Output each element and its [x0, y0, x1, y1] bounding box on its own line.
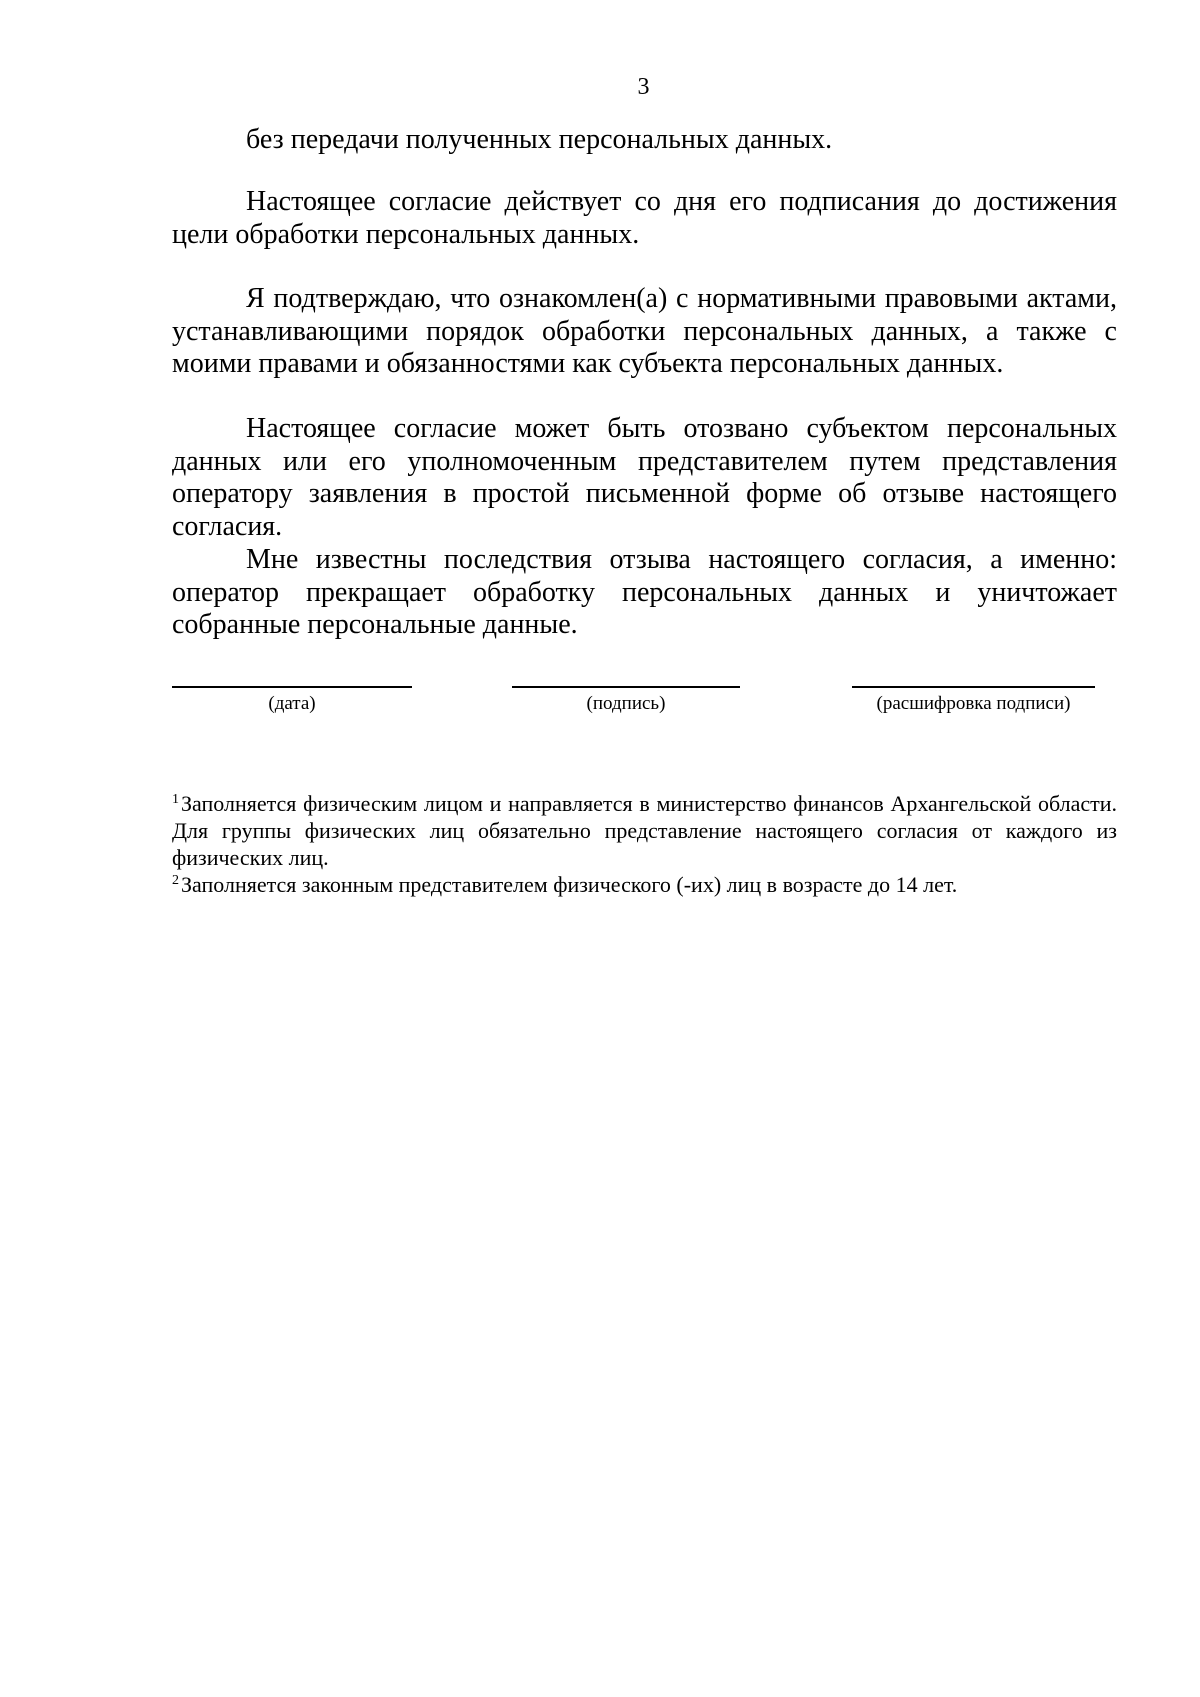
paragraph-validity	[172, 186, 1117, 251]
paragraph-continuation	[172, 124, 1117, 157]
name-decoding-caption: (расшифровка подписи)	[876, 693, 1071, 714]
footnote-2	[172, 871, 1117, 898]
date-line	[172, 686, 412, 688]
footnote-marker: 1	[172, 792, 179, 807]
signature-line	[512, 686, 740, 688]
signature-block	[172, 686, 1117, 736]
footnote-text: Заполняется законным представителем физического (-их) лиц в возрасте до 14 лет.	[181, 872, 958, 897]
paragraph-text: без передачи полученных персональных данных.	[246, 124, 833, 155]
paragraph-revocation	[172, 413, 1117, 543]
footnote-marker: 2	[172, 873, 179, 888]
date-field[interactable]	[172, 686, 412, 716]
name-decoding-line	[852, 686, 1095, 688]
paragraph-consequences	[172, 544, 1117, 642]
footnote-text: Заполняется физическим лицом и направляется в министерство финансов Архангельской области. Для группы физических лиц обязательно представление настоящего согласия от каждого из физических лиц.	[172, 791, 1117, 870]
paragraph-text: Настоящее согласие действует со дня его подписания до достижения цели обработки персональных данных.	[172, 186, 1117, 250]
page-number: 3	[637, 74, 650, 100]
paragraph-text: Мне известны последствия отзыва настоящего согласия, а именно: оператор прекращает обработку персональных данных и уничтожает собранные персональные данные.	[172, 544, 1117, 640]
paragraph-text: Настоящее согласие может быть отозвано субъектом персональных данных или его уполномоченным представителем путем представления оператору заявления в простой письменной форме об отзыве настоящего согласия.	[172, 413, 1117, 542]
date-caption: (дата)	[268, 693, 316, 714]
signature-caption: (подпись)	[586, 693, 666, 714]
signature-field[interactable]	[512, 686, 740, 716]
footnote-1	[172, 790, 1117, 871]
paragraph-confirmation	[172, 283, 1117, 381]
name-decoding-field[interactable]	[852, 686, 1095, 716]
footnotes	[172, 790, 1117, 898]
paragraph-text: Я подтверждаю, что ознакомлен(а) с нормативными правовыми актами, устанавливающими порядок обработки персональных данных, а также с моими правами и обязанностями как субъекта персональных данных.	[172, 283, 1117, 379]
